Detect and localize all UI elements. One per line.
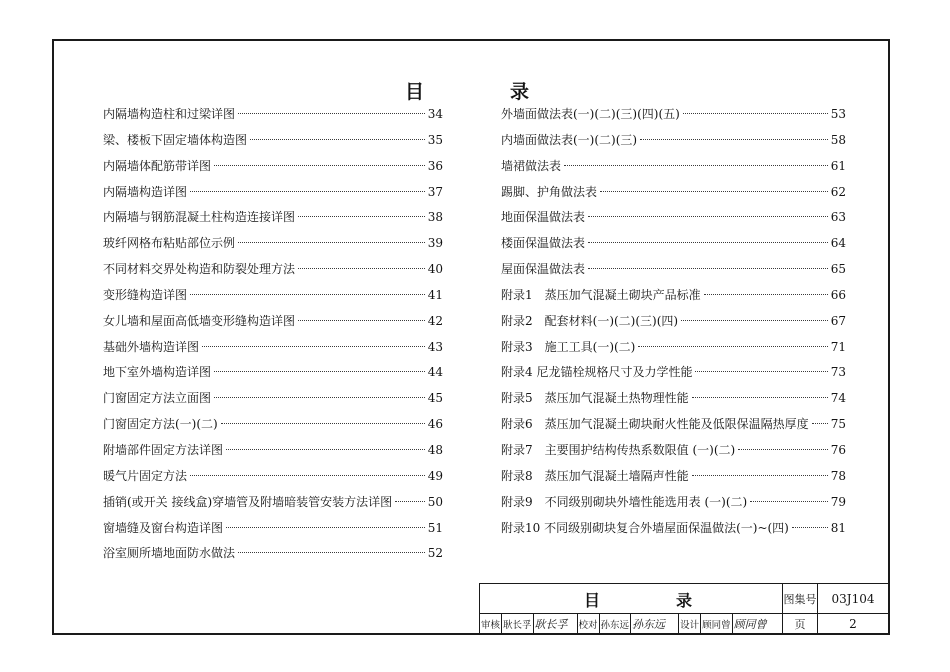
toc-leader-dots	[704, 294, 828, 295]
title-block-title-right: 录	[676, 591, 693, 610]
toc-item-label: 附墙部件固定方法详图	[103, 442, 224, 457]
title-block-title	[480, 584, 783, 614]
toc-item-page: 50	[427, 494, 443, 509]
toc-item-page: 51	[427, 520, 443, 535]
toc-item-label: 附录7 主要围护结构传热系数限值 (一)(二)	[501, 442, 736, 457]
toc-item	[501, 466, 846, 492]
toc-item	[501, 207, 846, 233]
toc-item-page: 66	[830, 287, 846, 302]
toc-item	[103, 466, 443, 492]
page-number: 2	[818, 614, 889, 634]
toc-item-page: 42	[427, 313, 443, 328]
toc-leader-dots	[588, 268, 828, 269]
toc-leader-dots	[214, 165, 425, 166]
toc-leader-dots	[238, 242, 425, 243]
toc-item-label: 附录1 蒸压加气混凝土砌块产品标准	[501, 287, 701, 302]
toc-item	[501, 311, 846, 337]
toc-item-page: 34	[427, 107, 443, 121]
toc-item-page: 61	[830, 158, 846, 173]
toc-item-page: 49	[427, 468, 443, 483]
toc-item-label: 门窗固定方法立面图	[103, 391, 212, 406]
toc-item-label: 梁、楼板下固定墙体构造图	[103, 132, 248, 147]
toc-item	[103, 362, 443, 388]
title-block-title-left: 目	[584, 591, 601, 610]
toc-item	[501, 518, 846, 544]
toc-leader-dots	[214, 371, 425, 372]
toc-item-label: 外墙面做法表(一)(二)(三)(四)(五)	[501, 107, 680, 121]
toc-item-label: 变形缝构造详图	[103, 287, 188, 302]
toc-item-page: 76	[830, 442, 846, 457]
toc-item	[501, 130, 846, 156]
toc-leader-dots	[214, 397, 425, 398]
toc-item-label: 附录9 不同级别砌块外墙性能选用表 (一)(二)	[501, 494, 748, 509]
toc-leader-dots	[238, 113, 425, 114]
toc-item	[103, 311, 443, 337]
toc-item	[501, 492, 846, 518]
toc-leader-dots	[395, 501, 425, 502]
toc-item-page: 44	[427, 365, 443, 380]
toc-item	[103, 337, 443, 363]
toc-item-label: 附录3 施工工具(一)(二)	[501, 339, 636, 354]
atlas-label: 图集号	[783, 584, 818, 614]
toc-leader-dots	[750, 501, 828, 502]
toc-leader-dots	[692, 397, 828, 398]
toc-item-label: 内隔墙构造详图	[103, 184, 188, 199]
toc-leader-dots	[638, 346, 827, 347]
toc-item-label: 玻纤网格布粘贴部位示例	[103, 236, 236, 251]
toc-item-label: 踢脚、护角做法表	[501, 184, 598, 199]
toc-item	[501, 104, 846, 130]
toc-item-label: 附录4 尼龙锚栓规格尺寸及力学性能	[501, 365, 693, 380]
toc-leader-dots	[221, 423, 425, 424]
toc-item-label: 浴室厕所墙地面防水做法	[103, 546, 236, 561]
toc-item-label: 暖气片固定方法	[103, 468, 188, 483]
toc-item	[501, 156, 846, 182]
toc-leader-dots	[738, 449, 828, 450]
signature-row	[480, 614, 783, 634]
toc-item-page: 37	[427, 184, 443, 199]
toc-leader-dots	[588, 216, 828, 217]
toc-item-label: 插销(或开关 接线盒)穿墙管及附墙暗装管安装方法详图	[103, 494, 393, 509]
toc-leader-dots	[681, 320, 828, 321]
toc-leader-dots	[692, 475, 828, 476]
toc-item	[501, 233, 846, 259]
toc-leader-dots	[298, 216, 425, 217]
toc-item	[103, 104, 443, 130]
toc-item-label: 内隔墙构造柱和过梁详图	[103, 107, 236, 121]
toc-item-page: 81	[830, 520, 846, 535]
review-label: 审核	[480, 614, 502, 634]
toc-item-label: 附录5 蒸压加气混凝土热物理性能	[501, 391, 689, 406]
toc-item-page: 64	[830, 236, 846, 251]
page-label: 页	[783, 614, 818, 634]
toc-item-label: 楼面保温做法表	[501, 236, 586, 251]
toc-item-page: 62	[830, 184, 846, 199]
toc-item-page: 63	[830, 210, 846, 225]
toc-item-label: 女儿墙和屋面高低墙变形缝构造详图	[103, 313, 296, 328]
toc-item	[103, 440, 443, 466]
toc-leader-dots	[683, 113, 828, 114]
page-title-right: 录	[510, 81, 531, 103]
toc-leader-dots	[190, 191, 425, 192]
toc-item	[501, 182, 846, 208]
reviewer-signature: 耿长孚	[534, 614, 578, 634]
toc-item	[103, 233, 443, 259]
toc-leader-dots	[588, 242, 828, 243]
toc-item	[501, 414, 846, 440]
toc-item-label: 墙裙做法表	[501, 158, 562, 173]
toc-item-page: 36	[427, 158, 443, 173]
toc-item	[103, 492, 443, 518]
toc-item-label: 地面保温做法表	[501, 210, 586, 225]
toc-item-page: 41	[427, 287, 443, 302]
toc-leader-dots	[812, 423, 828, 424]
toc-item-page: 71	[830, 339, 846, 354]
toc-item	[103, 518, 443, 544]
checker-name: 孙东远	[600, 614, 632, 634]
toc-item-label: 窗墙缝及窗台构造详图	[103, 520, 224, 535]
toc-item	[501, 388, 846, 414]
toc-leader-dots	[250, 139, 425, 140]
toc-item-page: 73	[830, 365, 846, 380]
toc-leader-dots	[600, 191, 828, 192]
design-label: 设计	[679, 614, 701, 634]
toc-item-page: 79	[830, 494, 846, 509]
toc-leader-dots	[190, 294, 425, 295]
toc-item-page: 39	[427, 236, 443, 251]
toc-leader-dots	[238, 552, 425, 553]
toc-item-page: 75	[830, 417, 846, 432]
toc-item	[501, 259, 846, 285]
toc-leader-dots	[298, 268, 425, 269]
toc-leader-dots	[202, 346, 425, 347]
toc-item	[103, 130, 443, 156]
atlas-number: 03J104	[818, 584, 889, 614]
toc-item	[103, 285, 443, 311]
toc-item-label: 基础外墙构造详图	[103, 339, 200, 354]
toc-item	[501, 362, 846, 388]
toc-item-page: 35	[427, 132, 443, 147]
toc-item-page: 38	[427, 210, 443, 225]
toc-leader-dots	[564, 165, 828, 166]
toc-item	[103, 156, 443, 182]
toc-item-page: 78	[830, 468, 846, 483]
designer-signature: 顾同曾	[733, 618, 767, 631]
toc-item-page: 40	[427, 262, 443, 277]
designer-name: 顾同曾	[701, 614, 733, 634]
toc-leader-dots	[190, 475, 425, 476]
toc-item	[103, 259, 443, 285]
toc-item-label: 门窗固定方法(一)(二)	[103, 417, 218, 432]
toc-item-label: 附录10 不同级别砌块复合外墙屋面保温做法(一)~(四)	[501, 520, 789, 535]
toc-leader-dots	[695, 371, 827, 372]
toc-item-page: 46	[427, 417, 443, 432]
toc-item	[501, 285, 846, 311]
toc-item-page: 53	[830, 107, 846, 121]
toc-item	[103, 182, 443, 208]
toc-leader-dots	[226, 527, 425, 528]
toc-item-page: 48	[427, 442, 443, 457]
toc-left-column	[103, 104, 443, 569]
toc-item	[501, 337, 846, 363]
page-title-left: 目	[405, 81, 426, 103]
title-block	[479, 583, 888, 633]
reviewer-name: 耿长孚	[502, 614, 534, 634]
toc-item-label: 不同材料交界处构造和防裂处理方法	[103, 262, 296, 277]
toc-item-page: 67	[830, 313, 846, 328]
toc-item-label: 附录8 蒸压加气混凝土墙隔声性能	[501, 468, 689, 483]
toc-item-label: 内隔墙体配筋带详图	[103, 158, 212, 173]
toc-item-page: 58	[830, 132, 846, 147]
toc-item-label: 内隔墙与钢筋混凝土柱构造连接详图	[103, 210, 296, 225]
toc-leader-dots	[298, 320, 425, 321]
toc-leader-dots	[226, 449, 425, 450]
toc-item-page: 74	[830, 391, 846, 406]
toc-item-page: 65	[830, 262, 846, 277]
toc-item	[103, 207, 443, 233]
toc-leader-dots	[792, 527, 828, 528]
check-label: 校对	[578, 614, 600, 634]
toc-item-label: 附录6 蒸压加气混凝土砌块耐火性能及低限保温隔热厚度	[501, 417, 809, 432]
toc-item-page: 45	[427, 391, 443, 406]
toc-item-page: 52	[427, 546, 443, 561]
toc-item-label: 地下室外墙构造详图	[103, 365, 212, 380]
toc-item	[501, 440, 846, 466]
toc-right-column	[501, 104, 846, 543]
toc-item-label: 内墙面做法表(一)(二)(三)	[501, 132, 638, 147]
toc-item-label: 附录2 配套材料(一)(二)(三)(四)	[501, 313, 679, 328]
toc-item-label: 屋面保温做法表	[501, 262, 586, 277]
checker-signature: 孙东远	[631, 614, 679, 634]
toc-item	[103, 388, 443, 414]
toc-leader-dots	[640, 139, 828, 140]
toc-item-page: 43	[427, 339, 443, 354]
toc-item	[103, 414, 443, 440]
toc-item	[103, 543, 443, 569]
